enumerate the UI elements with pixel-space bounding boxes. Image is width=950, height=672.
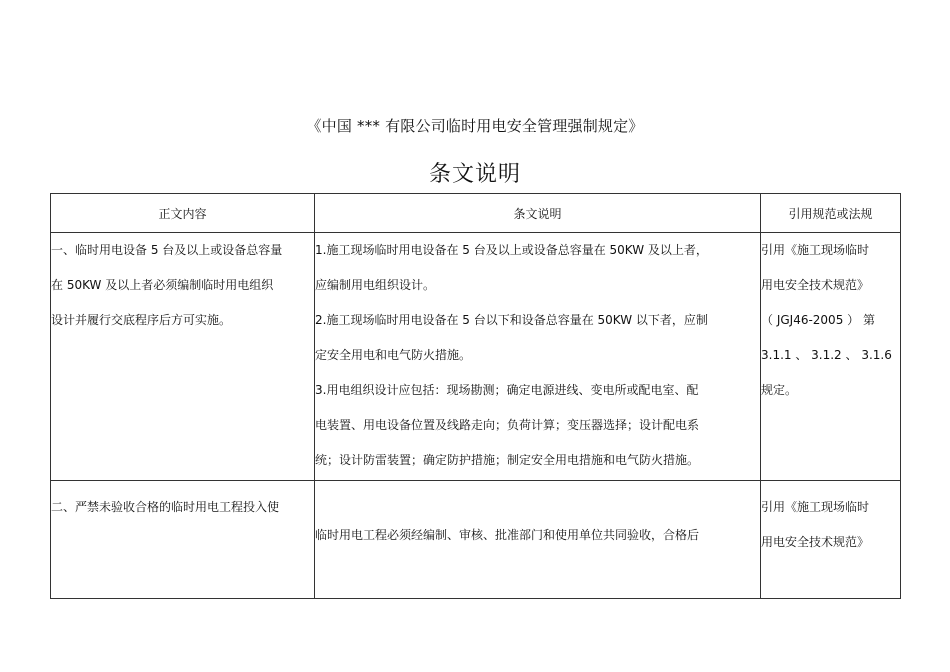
header-explanation: 条文说明 — [315, 194, 761, 233]
table-row — [51, 233, 901, 481]
table-header-row — [51, 194, 901, 233]
row-content: 一、临时用电设备 5 台及以上或设备总容量 在 50KW 及以上者必须编制临时用电组织 设计并履行交底程序后方可实施。 — [51, 243, 283, 327]
header-content: 正文内容 — [51, 194, 315, 233]
provisions-table — [50, 193, 901, 599]
header-reference: 引用规范或法规 — [761, 194, 901, 233]
row-content: 二、严禁未验收合格的临时用电工程投入使 — [51, 500, 280, 514]
table-row — [51, 481, 901, 599]
row-explanation: 临时用电工程必须经编制、审核、批准部门和使用单位共同验收，合格后 — [315, 528, 700, 542]
row-explanation: 1.施工现场临时用电设备在 5 台及以上或设备总容量在 50KW 及以上者， 应编制用电组织设计。 2.施工现场临时用电设备在 5 台以下和设备总容量在 50KW 以下者，应制 定安全用电和电气防火措施。 3.用电组织设计应包括：现场勘测；确定电源进线、变电所或配电室、配 电装置、用电设备位置及线路走向；负荷计算；变压器选择；设计配电系 统；设计防雷装置；确定防护措施；制定安全用电措施和电气防火措施。 — [315, 243, 708, 467]
document-subtitle: 条文说明 — [428, 162, 521, 187]
document-title: 《中国 *** 有限公司临时用电安全管理强制规定》 — [306, 117, 644, 135]
row-reference: 引用《施工现场临时 用电安全技术规范》 （ JGJ46-2005 ） 第 3.1.1 、 3.1.2 、 3.1.6 规定。 — [761, 243, 892, 397]
row-reference: 引用《施工现场临时 用电安全技术规范》 — [761, 500, 870, 549]
